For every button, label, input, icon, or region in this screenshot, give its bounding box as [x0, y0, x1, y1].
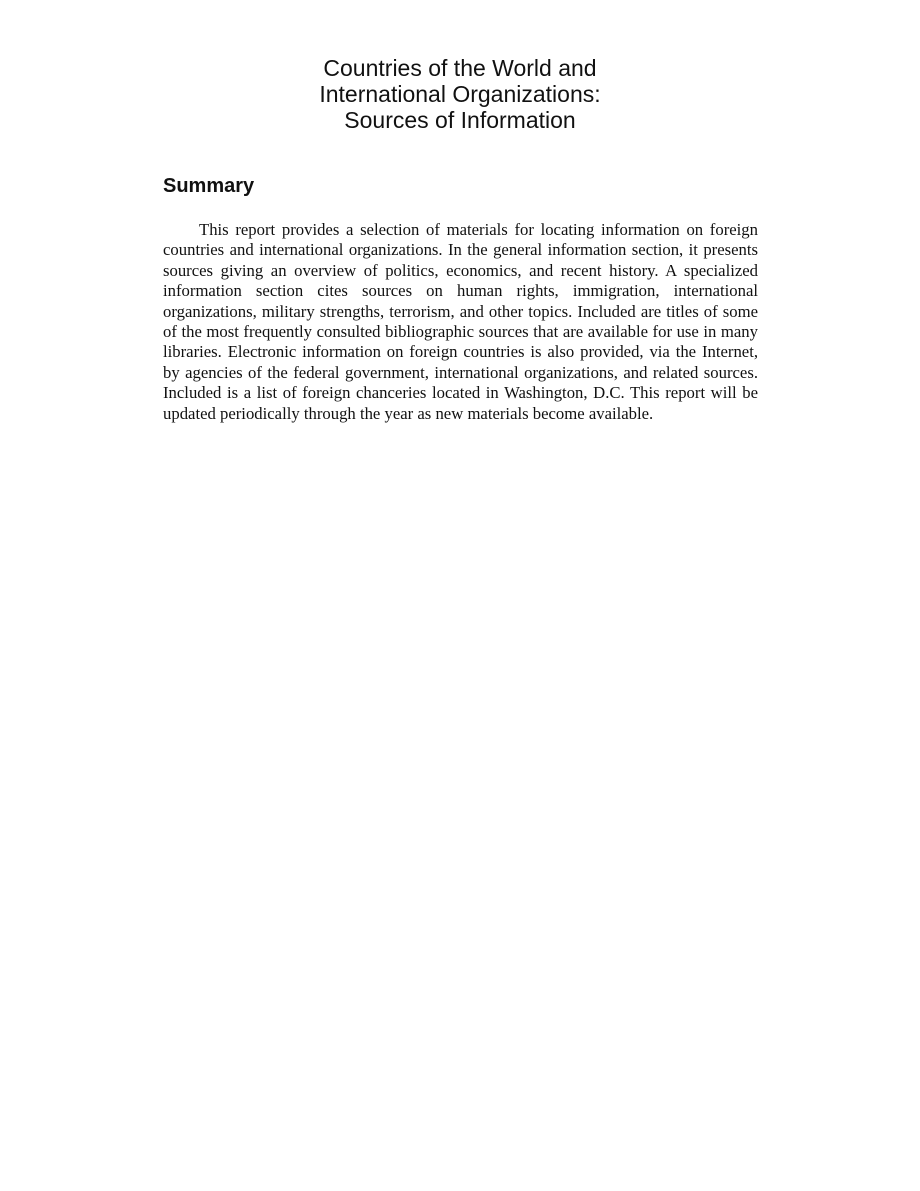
summary-paragraph: This report provides a selection of materials for locating information on foreign countries and international organizations. In the general information section, it presents sources giving an overview of politics, economics, and recent history. A specialized information section cites sources on human rights, immigration, international organizations, military strengths, terrorism, and other topics. Included are titles of some of the most frequently consulted bibliographic sources that are available for use in many libraries. Electronic information on foreign countries is also provided, via the Internet, by agencies of the federal government, international organizations, and related sources. Included is a list of foreign chanceries located in Washington, D.C. This report will be updated periodically through the year as new materials become available. — [163, 220, 758, 423]
title-line-1: Countries of the World and — [323, 55, 597, 81]
document-title — [160, 55, 760, 133]
summary-heading: Summary — [163, 175, 255, 197]
title-line-2: International Organizations: — [319, 81, 601, 107]
title-line-3: Sources of Information — [344, 107, 576, 133]
